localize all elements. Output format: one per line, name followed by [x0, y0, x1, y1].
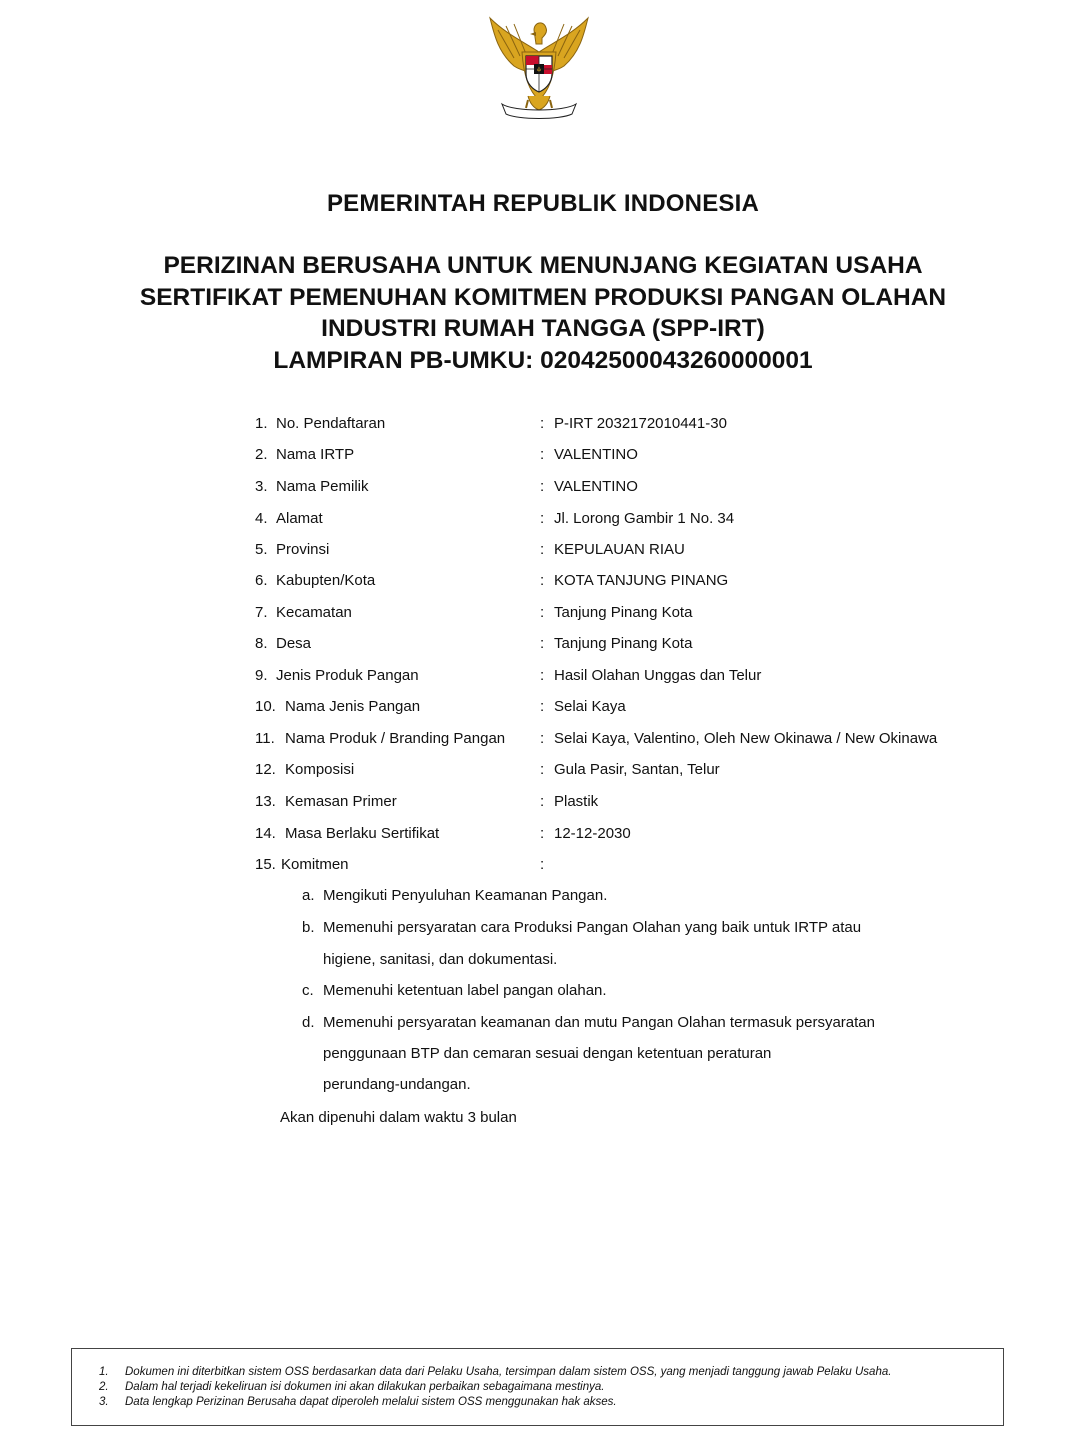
field-colon: :	[540, 698, 545, 715]
field-number: 5.	[255, 541, 268, 558]
field-value: KEPULAUAN RIAU	[554, 541, 685, 558]
field-colon: :	[540, 478, 545, 495]
footer-note-text: Data lengkap Perizinan Berusaha dapat diperoleh melalui sistem OSS menggunakan hak akses.	[125, 1396, 617, 1408]
commitment-text: higiene, sanitasi, dan dokumentasi.	[323, 951, 558, 968]
field-value: KOTA TANJUNG PINANG	[554, 572, 729, 589]
field-row	[0, 507, 1086, 531]
field-colon: :	[540, 825, 545, 842]
field-label: No. Pendaftaran	[276, 415, 386, 432]
footer-note-text: Dalam hal terjadi kekeliruan isi dokumen ini akan dilakukan perbaikan sebagaimana mestinya.	[125, 1381, 605, 1393]
field-colon: :	[540, 572, 545, 589]
field-colon: :	[540, 761, 545, 778]
field-number: 8.	[255, 635, 268, 652]
footer-note-number: 3.	[99, 1396, 109, 1408]
field-number: 15.	[255, 856, 276, 873]
field-colon: :	[540, 415, 545, 432]
commitment-deadline: Akan dipenuhi dalam waktu 3 bulan	[280, 1109, 517, 1126]
footer-note-number: 2.	[99, 1381, 109, 1393]
field-colon: :	[540, 667, 545, 684]
commitment-text: penggunaan BTP dan cemaran sesuai dengan ketentuan peraturan	[323, 1045, 772, 1062]
field-colon: :	[540, 446, 545, 463]
field-row	[0, 853, 1086, 877]
government-title: PEMERINTAH REPUBLIK INDONESIA	[326, 190, 760, 217]
field-number: 3.	[255, 478, 268, 495]
field-row	[0, 412, 1086, 436]
field-number: 11.	[255, 730, 275, 747]
field-row	[0, 664, 1086, 688]
field-number: 14.	[255, 825, 276, 842]
commitment-text: Memenuhi persyaratan keamanan dan mutu Pangan Olahan termasuk persyaratan	[323, 1014, 875, 1031]
field-number: 9.	[255, 667, 268, 684]
field-label: Kemasan Primer	[285, 793, 397, 810]
commitment-letter: d.	[302, 1014, 315, 1031]
field-label: Kabupten/Kota	[276, 572, 376, 589]
document-title	[0, 250, 1086, 376]
field-label: Nama Pemilik	[276, 478, 369, 495]
field-colon: :	[540, 541, 545, 558]
field-colon: :	[540, 856, 545, 873]
field-number: 2.	[255, 446, 268, 463]
field-row	[0, 538, 1086, 562]
footer-notes-box	[71, 1348, 1004, 1426]
title-line-1: PERIZINAN BERUSAHA UNTUK MENUNJANG KEGIATAN USAHA	[163, 252, 923, 279]
field-value: VALENTINO	[554, 478, 638, 495]
field-number: 10.	[255, 698, 276, 715]
field-row	[0, 632, 1086, 656]
field-label: Alamat	[276, 510, 323, 527]
field-colon: :	[540, 730, 545, 747]
field-value: Gula Pasir, Santan, Telur	[554, 761, 720, 778]
field-colon: :	[540, 793, 545, 810]
commitment-letter: c.	[302, 982, 314, 999]
field-label: Komitmen	[281, 856, 349, 873]
field-label: Jenis Produk Pangan	[276, 667, 419, 684]
field-value: P-IRT 2032172010441-30	[554, 415, 727, 432]
field-colon: :	[540, 635, 545, 652]
field-label: Kecamatan	[276, 604, 352, 621]
title-line-3: INDUSTRI RUMAH TANGGA (SPP-IRT)	[321, 315, 765, 342]
field-value: Selai Kaya	[554, 698, 626, 715]
field-value: Tanjung Pinang Kota	[554, 635, 693, 652]
field-row	[0, 758, 1086, 782]
field-label: Nama Produk / Branding Pangan	[285, 730, 506, 747]
field-colon: :	[540, 604, 545, 621]
field-number: 1.	[255, 415, 268, 432]
field-row	[0, 601, 1086, 625]
field-row	[0, 475, 1086, 499]
field-label: Masa Berlaku Sertifikat	[285, 825, 440, 842]
field-value: Tanjung Pinang Kota	[554, 604, 693, 621]
commitment-text: Mengikuti Penyuluhan Keamanan Pangan.	[323, 887, 608, 904]
field-row	[0, 569, 1086, 593]
commitment-letter: b.	[302, 919, 315, 936]
field-value: VALENTINO	[554, 446, 638, 463]
field-label: Provinsi	[276, 541, 330, 558]
title-line-4: LAMPIRAN PB-UMKU: 02042500043260000001	[273, 346, 813, 374]
title-line-2: SERTIFIKAT PEMENUHAN KOMITMEN PRODUKSI PANGAN OLAHAN	[139, 283, 947, 311]
commitment-letter: a.	[302, 887, 315, 904]
field-value: Jl. Lorong Gambir 1 No. 34	[554, 510, 735, 527]
field-number: 13.	[255, 793, 276, 810]
commitment-text: Memenuhi persyaratan cara Produksi Pangan Olahan yang baik untuk IRTP atau	[323, 919, 862, 936]
field-row	[0, 727, 1086, 751]
field-row	[0, 822, 1086, 846]
field-label: Komposisi	[285, 761, 355, 778]
field-number: 12.	[255, 761, 276, 778]
field-value: Hasil Olahan Unggas dan Telur	[554, 667, 762, 684]
footer-note-number: 1.	[99, 1366, 109, 1378]
field-value: Plastik	[554, 793, 599, 810]
garuda-emblem-icon	[484, 12, 594, 124]
field-colon: :	[540, 510, 545, 527]
footer-note-text: Dokumen ini diterbitkan sistem OSS berdasarkan data dari Pelaku Usaha, tersimpan dalam sistem OSS, yang menjadi tanggung jawab Pelaku Usaha.	[125, 1366, 892, 1378]
field-value: Selai Kaya, Valentino, Oleh New Okinawa / New Okinawa	[554, 730, 938, 747]
field-label: Nama Jenis Pangan	[285, 698, 421, 715]
field-label: Desa	[276, 635, 312, 652]
field-number: 4.	[255, 510, 268, 527]
field-row	[0, 695, 1086, 719]
commitment-text: perundang-undangan.	[323, 1076, 471, 1093]
commitment-text: Memenuhi ketentuan label pangan olahan.	[323, 982, 607, 999]
field-number: 6.	[255, 572, 268, 589]
field-number: 7.	[255, 604, 268, 621]
field-row	[0, 790, 1086, 814]
field-row	[0, 443, 1086, 467]
field-label: Nama IRTP	[276, 446, 355, 463]
field-value: 12-12-2030	[554, 825, 631, 842]
